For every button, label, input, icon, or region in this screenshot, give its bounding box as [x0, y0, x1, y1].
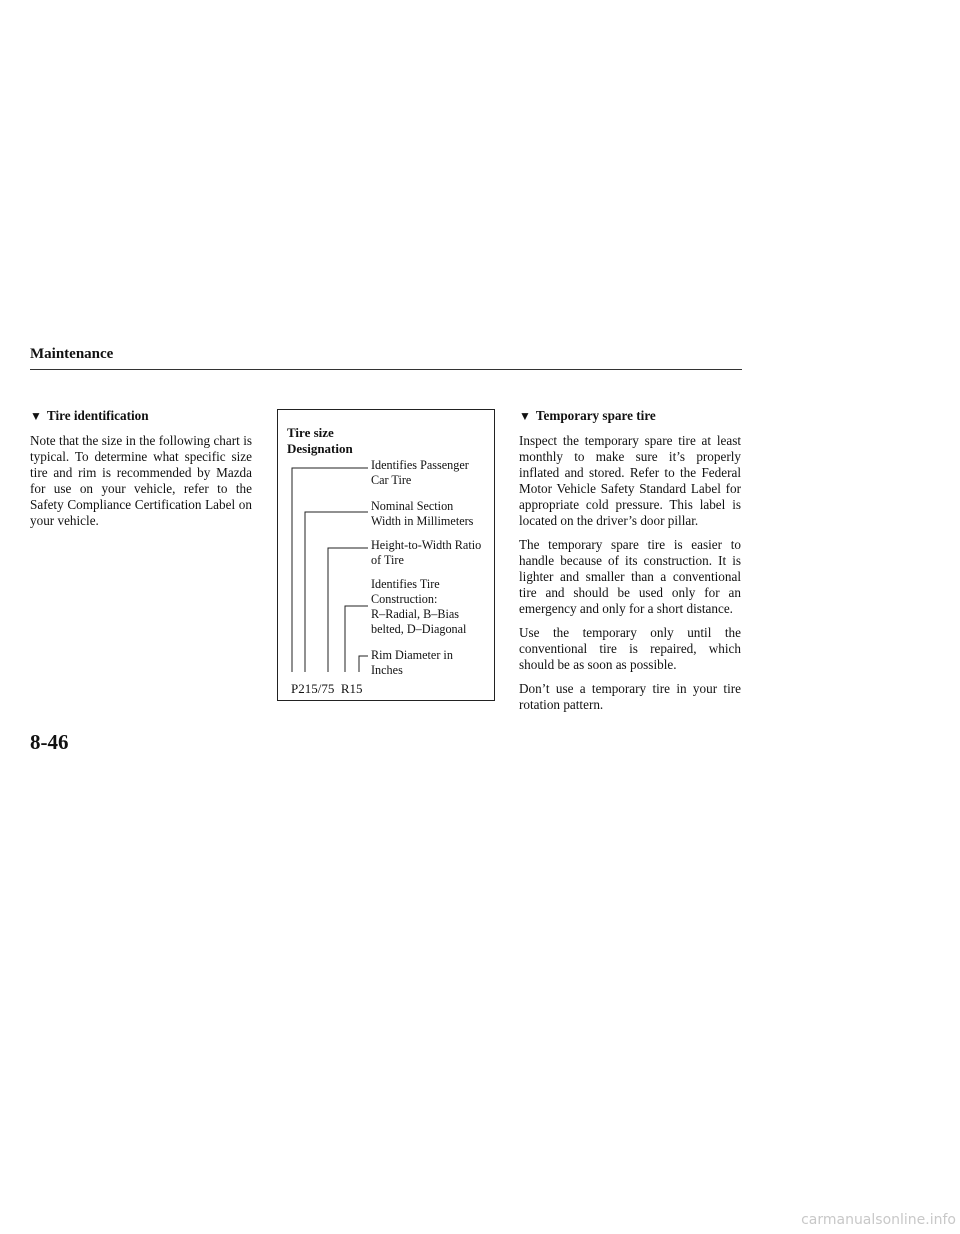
left-column: [30, 408, 252, 537]
temporary-spare-heading: [519, 408, 741, 424]
label-line: Construction:: [371, 592, 438, 606]
label-line: Height-to-Width Ratio: [371, 538, 482, 552]
watermark: carmanualsonline.info: [801, 1212, 956, 1228]
diagram-title: [287, 425, 353, 457]
label-line: Car Tire: [371, 473, 412, 487]
label-passenger-car: [371, 458, 469, 488]
section-title: Maintenance: [30, 346, 114, 362]
label-line: Rim Diameter in: [371, 648, 453, 662]
paragraph: Don’t use a temporary tire in your tire rotation pattern.: [519, 681, 741, 712]
paragraph: Note that the size in the following chart is typical. To determine what specific size tire and rim is recommended by Mazda for use on your vehicle, refer to the Safety Compliance Certification Label on your vehicle.: [30, 433, 252, 528]
label-rim-diameter: [371, 648, 453, 678]
right-column: [519, 408, 741, 721]
paragraph: Inspect the temporary spare tire at least monthly to make sure it’s properly inflated and stored. Refer to the Federal Motor Vehicle Safety Standard Label for appropriate cold pressure. This label is located on the driver’s door pillar.: [519, 433, 741, 528]
heading-text: Temporary spare tire: [535, 408, 656, 423]
label-line: Inches: [371, 663, 403, 677]
leader-line-width: [305, 512, 368, 672]
paragraph: The temporary spare tire is easier to handle because of its construction. It is lighter and smaller than a conventional tire and should be used only for an emergency and only for a short distance.: [519, 537, 741, 616]
label-line: of Tire: [371, 553, 404, 567]
paragraph: Use the temporary only until the conventional tire is repaired, which should be as soon as possible.: [519, 625, 741, 672]
header-divider: [30, 369, 742, 370]
leader-line-passenger: [292, 468, 368, 672]
label-line: R–Radial, B–Bias: [371, 607, 460, 621]
tire-size-diagram: [277, 409, 495, 701]
label-construction: [371, 577, 466, 637]
heading-text: Tire identification: [46, 408, 149, 423]
triangle-marker-icon: ▼: [30, 409, 42, 423]
triangle-marker-icon: ▼: [519, 409, 531, 423]
diagram-title-line: Tire size: [287, 425, 334, 440]
page-number: 8-46: [30, 730, 69, 754]
label-line: Identifies Passenger: [371, 458, 469, 472]
leader-line-construction: [345, 606, 368, 672]
diagram-title-line: Designation: [287, 441, 353, 456]
label-line: belted, D–Diagonal: [371, 622, 467, 636]
label-line: Identifies Tire: [371, 577, 440, 591]
label-line: Width in Millimeters: [371, 514, 474, 528]
label-aspect-ratio: [371, 538, 481, 568]
label-line: Nominal Section: [371, 499, 454, 513]
tire-code: P215/75 R15: [291, 681, 363, 696]
tire-identification-heading: [30, 408, 252, 424]
label-section-width: [371, 499, 473, 529]
leader-line-rim: [359, 656, 368, 672]
leader-line-ratio: [328, 548, 368, 672]
